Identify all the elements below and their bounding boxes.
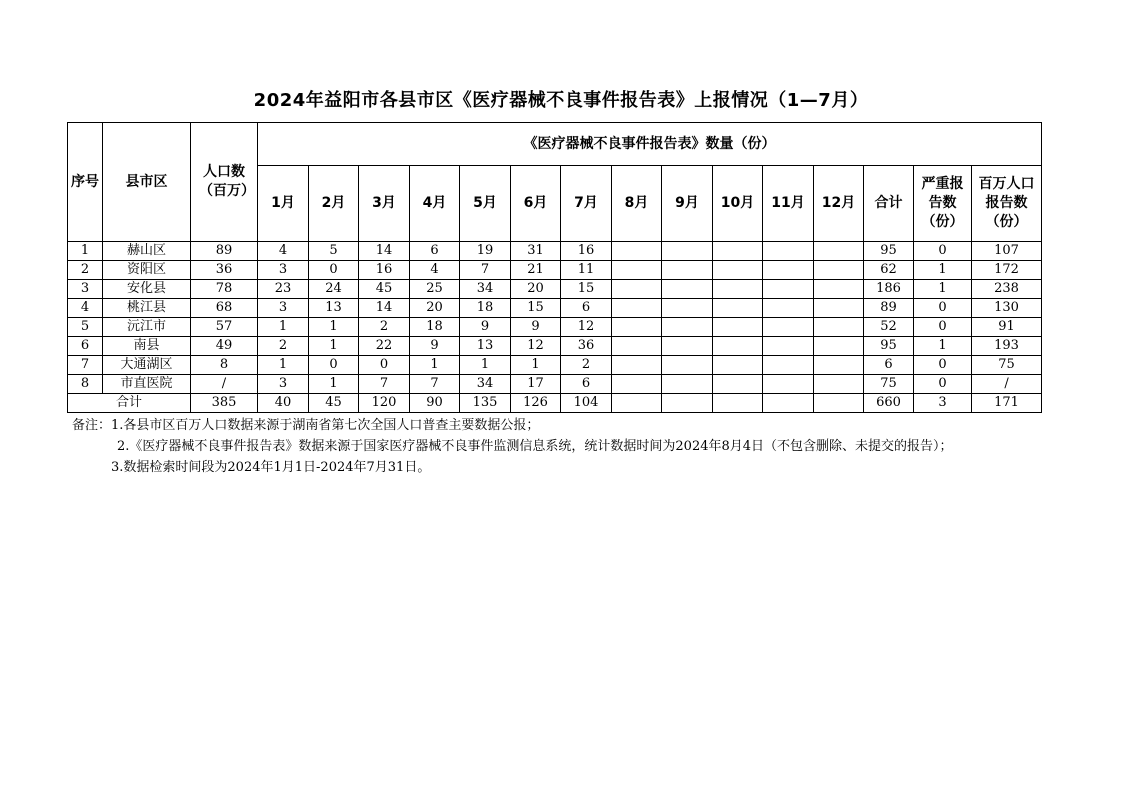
seq-cell: 2: [68, 261, 103, 280]
per-million-cell: 91: [972, 318, 1042, 337]
total-cell: 6: [864, 356, 914, 375]
month-count-cell: 18: [410, 318, 460, 337]
county-cell: 安化县: [103, 280, 191, 299]
month-count-cell: 2: [359, 318, 410, 337]
seq-cell: 4: [68, 299, 103, 318]
month-count-cell: [612, 318, 662, 337]
month-count-cell: [763, 299, 814, 318]
county-cell: 沅江市: [103, 318, 191, 337]
month-count-cell: 14: [359, 242, 410, 261]
month-count-cell: [662, 356, 713, 375]
month-count-cell: [814, 394, 864, 413]
header-month: 10月: [713, 166, 763, 242]
header-month: 12月: [814, 166, 864, 242]
month-count-cell: 1: [309, 337, 359, 356]
month-count-cell: [814, 299, 864, 318]
notes: [72, 415, 1042, 478]
month-count-cell: 36: [561, 337, 612, 356]
header-month: 6月: [511, 166, 561, 242]
month-count-cell: 13: [460, 337, 511, 356]
serious-cell: 3: [914, 394, 972, 413]
table-row: [68, 356, 1042, 375]
month-count-cell: [713, 299, 763, 318]
month-count-cell: [763, 261, 814, 280]
month-count-cell: [612, 261, 662, 280]
month-count-cell: 6: [561, 299, 612, 318]
month-count-cell: 40: [258, 394, 309, 413]
month-count-cell: [612, 375, 662, 394]
month-count-cell: [662, 375, 713, 394]
month-count-cell: 34: [460, 375, 511, 394]
seq-cell: 6: [68, 337, 103, 356]
population-cell: 89: [191, 242, 258, 261]
month-count-cell: [814, 242, 864, 261]
population-cell: 78: [191, 280, 258, 299]
month-count-cell: 0: [359, 356, 410, 375]
serious-cell: 0: [914, 318, 972, 337]
month-count-cell: [662, 299, 713, 318]
table-row: [68, 299, 1042, 318]
month-count-cell: [763, 394, 814, 413]
month-count-cell: 1: [258, 356, 309, 375]
table-row: [68, 261, 1042, 280]
month-count-cell: [662, 261, 713, 280]
month-count-cell: 0: [309, 261, 359, 280]
month-count-cell: 45: [309, 394, 359, 413]
month-count-cell: 4: [258, 242, 309, 261]
header-month: 11月: [763, 166, 814, 242]
header-month: 2月: [309, 166, 359, 242]
month-count-cell: 126: [511, 394, 561, 413]
month-count-cell: [713, 394, 763, 413]
serious-cell: 0: [914, 242, 972, 261]
month-count-cell: 4: [410, 261, 460, 280]
population-cell: 57: [191, 318, 258, 337]
month-count-cell: 13: [309, 299, 359, 318]
header-month: 9月: [662, 166, 713, 242]
per-million-cell: /: [972, 375, 1042, 394]
month-count-cell: 7: [410, 375, 460, 394]
month-count-cell: [713, 242, 763, 261]
serious-cell: 1: [914, 280, 972, 299]
population-cell: 8: [191, 356, 258, 375]
month-count-cell: [662, 394, 713, 413]
county-cell: 资阳区: [103, 261, 191, 280]
population-cell: 49: [191, 337, 258, 356]
total-row: [68, 394, 1042, 413]
county-cell: 南县: [103, 337, 191, 356]
page-title: 2024年益阳市各县市区《医疗器械不良事件报告表》上报情况（1—7月）: [253, 90, 869, 111]
per-million-cell: 130: [972, 299, 1042, 318]
seq-cell: 7: [68, 356, 103, 375]
county-cell: 赫山区: [103, 242, 191, 261]
month-count-cell: [814, 280, 864, 299]
month-count-cell: 9: [460, 318, 511, 337]
per-million-cell: 75: [972, 356, 1042, 375]
month-count-cell: [814, 375, 864, 394]
month-count-cell: 34: [460, 280, 511, 299]
county-cell: 桃江县: [103, 299, 191, 318]
total-cell: 62: [864, 261, 914, 280]
month-count-cell: [713, 318, 763, 337]
month-count-cell: [662, 242, 713, 261]
county-cell: 市直医院: [103, 375, 191, 394]
month-count-cell: [814, 356, 864, 375]
month-count-cell: 135: [460, 394, 511, 413]
header-population: 人口数（百万）: [191, 123, 258, 242]
month-count-cell: [612, 299, 662, 318]
population-cell: /: [191, 375, 258, 394]
total-cell: 52: [864, 318, 914, 337]
month-count-cell: 1: [258, 318, 309, 337]
month-count-cell: 1: [309, 318, 359, 337]
total-cell: 95: [864, 242, 914, 261]
serious-cell: 0: [914, 375, 972, 394]
total-cell: 89: [864, 299, 914, 318]
month-count-cell: 104: [561, 394, 612, 413]
month-count-cell: [713, 280, 763, 299]
month-count-cell: 16: [359, 261, 410, 280]
month-count-cell: [713, 337, 763, 356]
month-count-cell: [763, 356, 814, 375]
month-count-cell: 90: [410, 394, 460, 413]
header-month: 3月: [359, 166, 410, 242]
report-table: [67, 122, 1042, 413]
month-count-cell: 1: [410, 356, 460, 375]
per-million-cell: 171: [972, 394, 1042, 413]
month-count-cell: 21: [511, 261, 561, 280]
month-count-cell: 9: [511, 318, 561, 337]
month-count-cell: 20: [410, 299, 460, 318]
table-row: [68, 375, 1042, 394]
header-per-million: 百万人口报告数（份）: [972, 166, 1042, 242]
table-row: [68, 318, 1042, 337]
month-count-cell: [612, 337, 662, 356]
population-cell: 68: [191, 299, 258, 318]
month-count-cell: 3: [258, 261, 309, 280]
month-count-cell: 3: [258, 375, 309, 394]
month-count-cell: 11: [561, 261, 612, 280]
month-count-cell: 7: [460, 261, 511, 280]
month-count-cell: 22: [359, 337, 410, 356]
month-count-cell: 24: [309, 280, 359, 299]
month-count-cell: 15: [561, 280, 612, 299]
per-million-cell: 193: [972, 337, 1042, 356]
header-month: 7月: [561, 166, 612, 242]
month-count-cell: 9: [410, 337, 460, 356]
serious-cell: 0: [914, 299, 972, 318]
month-count-cell: 12: [511, 337, 561, 356]
month-count-cell: 5: [309, 242, 359, 261]
month-count-cell: 2: [258, 337, 309, 356]
note-3: 3.数据检索时间段为2024年1月1日-2024年7月31日。: [111, 460, 431, 475]
header-month: 1月: [258, 166, 309, 242]
month-count-cell: [713, 375, 763, 394]
month-count-cell: [814, 318, 864, 337]
header-month: 5月: [460, 166, 511, 242]
month-count-cell: [713, 261, 763, 280]
month-count-cell: 20: [511, 280, 561, 299]
month-count-cell: 1: [309, 375, 359, 394]
month-count-cell: [713, 356, 763, 375]
month-count-cell: 12: [561, 318, 612, 337]
header-serious: 严重报告数（份）: [914, 166, 972, 242]
table-row: [68, 280, 1042, 299]
month-count-cell: [763, 280, 814, 299]
month-count-cell: [763, 337, 814, 356]
month-count-cell: [763, 318, 814, 337]
month-count-cell: 25: [410, 280, 460, 299]
seq-cell: 8: [68, 375, 103, 394]
month-count-cell: 19: [460, 242, 511, 261]
population-cell: 36: [191, 261, 258, 280]
note-2: 2.《医疗器械不良事件报告表》数据来源于国家医疗器械不良事件监测信息系统，统计数据时间为2024年8月4日（不包含删除、未提交的报告）；: [117, 439, 953, 454]
month-count-cell: [612, 356, 662, 375]
header-month: 8月: [612, 166, 662, 242]
month-count-cell: [763, 375, 814, 394]
seq-cell: 3: [68, 280, 103, 299]
month-count-cell: [662, 280, 713, 299]
total-cell: 660: [864, 394, 914, 413]
total-cell: 186: [864, 280, 914, 299]
month-count-cell: 3: [258, 299, 309, 318]
county-cell: 大通湖区: [103, 356, 191, 375]
month-count-cell: [612, 394, 662, 413]
serious-cell: 1: [914, 261, 972, 280]
header-seq: 序号: [68, 123, 103, 242]
month-count-cell: [612, 242, 662, 261]
note-1: 备注：1.各县市区百万人口数据来源于湖南省第七次全国人口普查主要数据公报；: [72, 418, 540, 433]
month-count-cell: 18: [460, 299, 511, 318]
month-count-cell: [814, 337, 864, 356]
month-count-cell: 14: [359, 299, 410, 318]
serious-cell: 0: [914, 356, 972, 375]
serious-cell: 1: [914, 337, 972, 356]
month-count-cell: 17: [511, 375, 561, 394]
month-count-cell: 1: [511, 356, 561, 375]
month-count-cell: 7: [359, 375, 410, 394]
per-million-cell: 172: [972, 261, 1042, 280]
total-cell: 95: [864, 337, 914, 356]
header-total: 合计: [864, 166, 914, 242]
population-cell: 385: [191, 394, 258, 413]
month-count-cell: [662, 318, 713, 337]
month-count-cell: 6: [410, 242, 460, 261]
month-count-cell: 6: [561, 375, 612, 394]
month-count-cell: 16: [561, 242, 612, 261]
table-row: [68, 337, 1042, 356]
month-count-cell: 31: [511, 242, 561, 261]
per-million-cell: 107: [972, 242, 1042, 261]
seq-cell: 1: [68, 242, 103, 261]
seq-cell: 5: [68, 318, 103, 337]
header-month: 4月: [410, 166, 460, 242]
table-row: [68, 242, 1042, 261]
month-count-cell: 1: [460, 356, 511, 375]
month-count-cell: 23: [258, 280, 309, 299]
month-count-cell: 45: [359, 280, 410, 299]
total-row-label: 合计: [68, 394, 191, 413]
month-count-cell: 120: [359, 394, 410, 413]
month-count-cell: 15: [511, 299, 561, 318]
month-count-cell: 0: [309, 356, 359, 375]
month-count-cell: [612, 280, 662, 299]
total-cell: 75: [864, 375, 914, 394]
month-count-cell: [763, 242, 814, 261]
month-count-cell: [814, 261, 864, 280]
month-count-cell: 2: [561, 356, 612, 375]
month-count-cell: [662, 337, 713, 356]
header-report-group: 《医疗器械不良事件报告表》数量（份）: [258, 123, 1042, 166]
header-county: 县市区: [103, 123, 191, 242]
per-million-cell: 238: [972, 280, 1042, 299]
